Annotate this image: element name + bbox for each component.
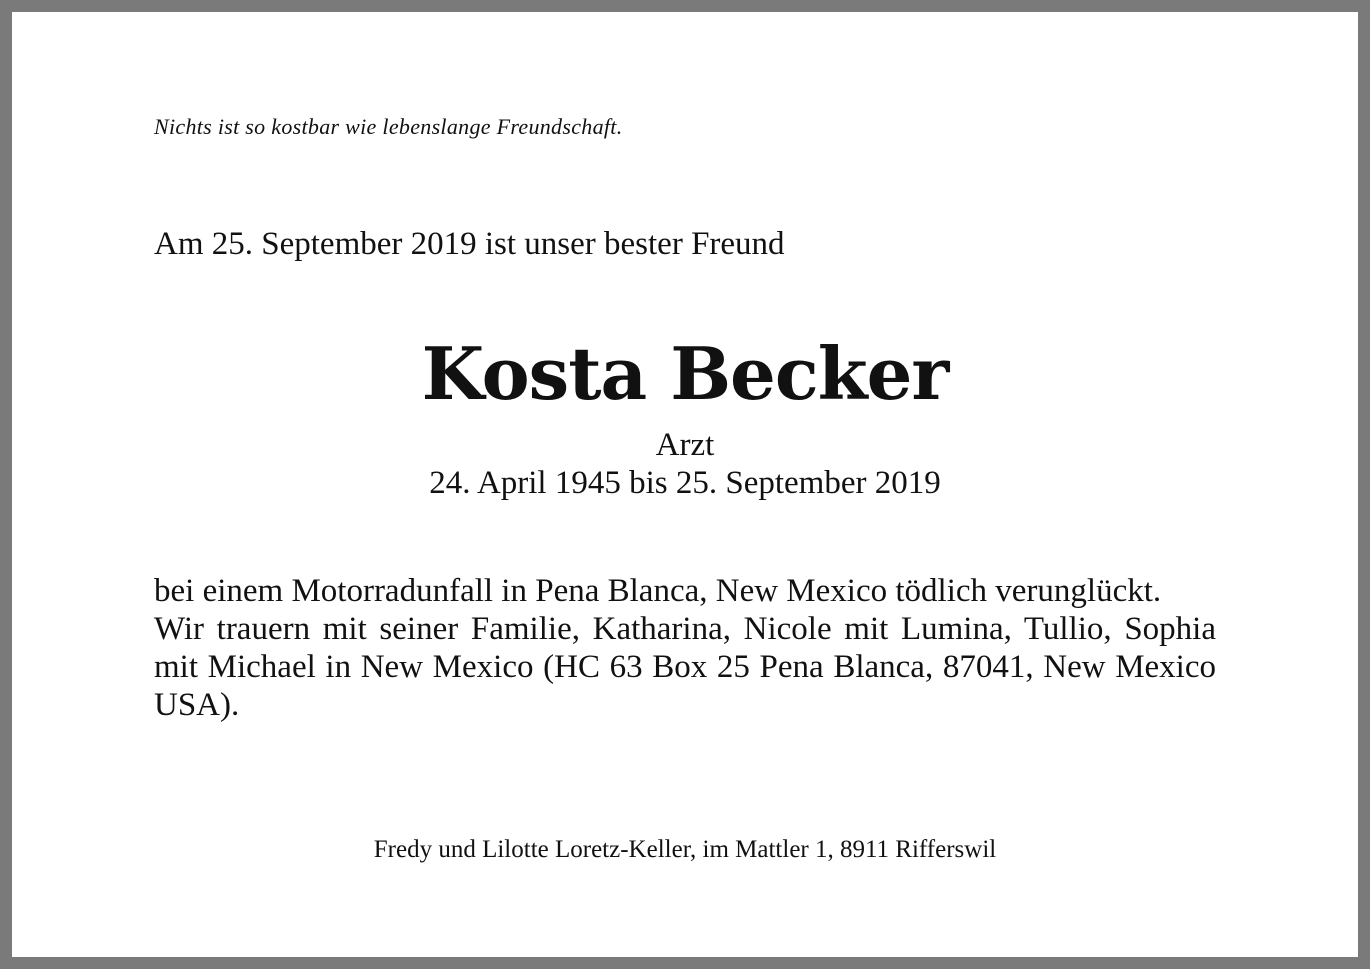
life-dates: 24. April 1945 bis 25. September 2019: [429, 465, 941, 501]
obituary-page: [12, 12, 1358, 957]
deceased-name: Kosta Becker: [421, 331, 949, 416]
signature: Fredy und Lilotte Loretz-Keller, im Mattler 1, 8911 Rifferswil: [373, 836, 997, 863]
body-paragraph-accident: bei einem Motorradunfall in Pena Blanca, New Mexico tödlich verunglückt.: [154, 573, 1162, 609]
body-paragraph-mourning: Wir trauern mit seiner Familie, Katharina, Nicole mit Lumina, Tullio, Sophia mit Michael in New Mexico (HC 63 Box 25 Pena Blanca, 87041, New Mexico USA).: [154, 611, 1216, 723]
body-text: [154, 572, 1216, 724]
motto: Nichts ist so kostbar wie lebenslange Freundschaft.: [154, 114, 623, 139]
intro-line: Am 25. September 2019 ist unser bester Freund: [154, 226, 785, 262]
profession: Arzt: [655, 427, 715, 463]
